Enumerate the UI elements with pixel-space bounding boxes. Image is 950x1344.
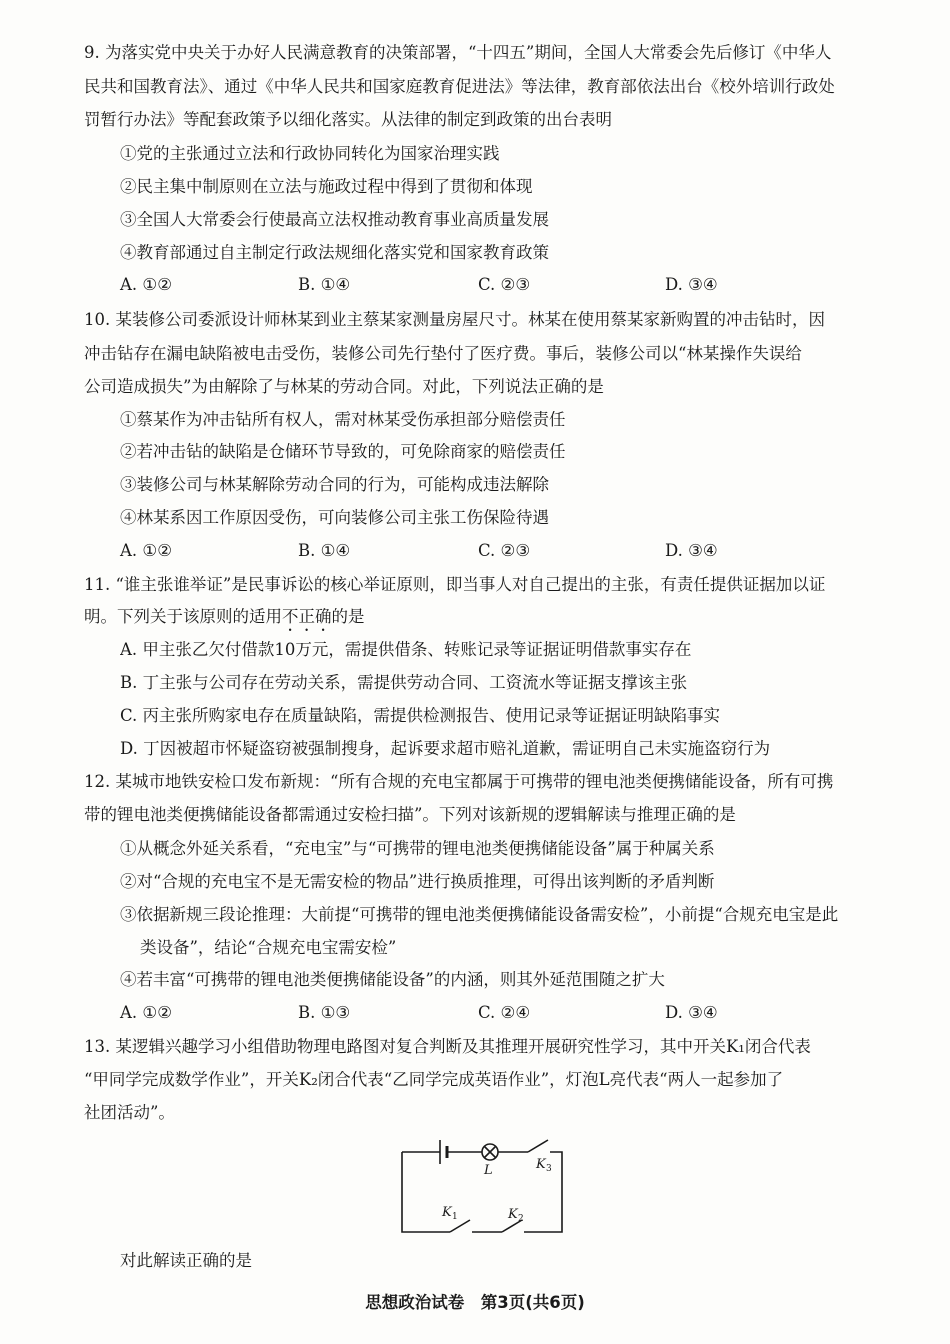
wire-left <box>402 1152 450 1232</box>
q11-stem-text: 明。下列关于该原则的适用 <box>84 607 282 626</box>
q10-statement: ①蔡某作为冲击钻所有权人，需对林某受伤承担部分赔偿责任 <box>120 410 566 429</box>
q9-statement: ①党的主张通过立法和行政协同转化为国家治理实践 <box>120 144 500 163</box>
q10-stem-line: 冲击钻存在漏电缺陷被电击受伤，装修公司先行垫付了医疗费。事后，装修公司以“林某操作失误给 <box>84 344 802 363</box>
q10-statement: ②若冲击钻的缺陷是仓储环节导致的，可免除商家的赔偿责任 <box>120 442 566 461</box>
q10-options <box>120 540 860 562</box>
q9-statement: ④教育部通过自主制定行政法规细化落实党和国家教育政策 <box>120 243 549 262</box>
q9-option-a: A. ①② <box>120 275 172 294</box>
q9-option-d: D. ③④ <box>665 275 718 294</box>
q10-option-d: D. ③④ <box>665 541 718 560</box>
q12-statement: ①从概念外延关系看，“充电宝”与“可携带的锂电池类便携储能设备”属于种属关系 <box>120 839 715 858</box>
q9-option-c: C. ②③ <box>478 275 531 294</box>
q9-stem-line: 9. 为落实党中央关于办好人民满意教育的决策部署，“十四五”期间，全国人大常委会先后修订《中华人 <box>84 43 832 62</box>
q9-statement: ②民主集中制原则在立法与施政过程中得到了贯彻和体现 <box>120 177 533 196</box>
switch-k3-label: K <box>536 1157 546 1172</box>
q12-statement: ④若丰富“可携带的锂电池类便携储能设备”的内涵，则其外延范围随之扩大 <box>120 970 665 989</box>
switch-k3-blade <box>528 1140 548 1152</box>
q11-emphasis-not-correct: 不正确 <box>282 607 332 626</box>
q12-stem-line: 12. 某城市地铁安检口发布新规：“所有合规的充电宝都属于可携带的锂电池类便携储能设备，所有可携 <box>84 772 834 791</box>
q12-options <box>120 1002 860 1024</box>
q12-option-a: A. ①② <box>120 1003 172 1022</box>
q10-option-b: B. ①④ <box>298 541 351 560</box>
q10-statement: ③装修公司与林某解除劳动合同的行为，可能构成违法解除 <box>120 475 549 494</box>
q13-stem-line: 13. 某逻辑兴趣学习小组借助物理电路图对复合判断及其推理开展研究性学习，其中开关K₁闭合代表 <box>84 1037 811 1056</box>
q11-stem-text: 的是 <box>331 607 365 626</box>
q12-statement: ②对“合规的充电宝不是无需安检的物品”进行换质推理，可得出该判断的矛盾判断 <box>120 872 715 891</box>
q9-statement: ③全国人大常委会行使最高立法权推动教育事业高质量发展 <box>120 210 549 229</box>
q13-stem-line: 社团活动”。 <box>84 1103 175 1122</box>
lamp-label: L <box>484 1163 493 1178</box>
q11-stem-line: 11. “谁主张谁举证”是民事诉讼的核心举证原则，即当事人对自己提出的主张，有责任提供证据加以证 <box>84 575 826 594</box>
q10-stem-line: 10. 某装修公司委派设计师林某到业主蔡某家测量房屋尺寸。林某在使用蔡某家新购置的冲击钻时，因 <box>84 310 825 329</box>
q9-stem-line: 民共和国教育法》、通过《中华人民共和国家庭教育促进法》等法律，教育部依法出台《校外培训行政处 <box>84 77 835 96</box>
q9-stem-line: 罚暂行办法》等配套政策予以细化落实。从法律的制定到政策的出台表明 <box>84 110 612 129</box>
switch-k3-subscript: 3 <box>546 1164 552 1174</box>
q10-statement: ④林某系因工作原因受伤，可向装修公司主张工伤保险待遇 <box>120 508 549 527</box>
switch-k1-subscript: 1 <box>452 1212 458 1222</box>
q12-statement-continuation: 类设备”，结论“合规充电宝需安检” <box>140 938 397 957</box>
q12-option-b: B. ①③ <box>298 1003 351 1022</box>
q11-choice: B. 丁主张与公司存在劳动关系，需提供劳动合同、工资流水等证据支撑该主张 <box>120 673 688 692</box>
q11-choice: C. 丙主张所购家电存在质量缺陷，需提供检测报告、使用记录等证据证明缺陷事实 <box>120 706 721 725</box>
page-footer: 思想政治试卷 第3页(共6页) <box>365 1293 585 1312</box>
q12-stem-line: 带的锂电池类便携储能设备都需通过安检扫描”。下列对该新规的逻辑解读与推理正确的是 <box>84 805 736 824</box>
q10-option-c: C. ②③ <box>478 541 531 560</box>
q12-option-c: C. ②④ <box>478 1003 531 1022</box>
q12-option-d: D. ③④ <box>665 1003 718 1022</box>
q12-statement: ③依据新规三段论推理：大前提“可携带的锂电池类便携储能设备需安检”，小前提“合规充电宝是此 <box>120 905 839 924</box>
q10-option-a: A. ①② <box>120 541 172 560</box>
switch-k2-subscript: 2 <box>518 1214 524 1224</box>
q11-choice: D. 丁因被超市怀疑盗窃被强制搜身，起诉要求超市赔礼道歉，需证明自己未实施盗窃行为 <box>120 739 771 758</box>
switch-k2-label: K <box>508 1207 518 1222</box>
circuit-diagram <box>390 1126 570 1244</box>
q10-stem-line: 公司造成损失”为由解除了与林某的劳动合同。对此，下列说法正确的是 <box>84 377 604 396</box>
q9-options <box>120 274 860 296</box>
q11-choice: A. 甲主张乙欠付借款10万元，需提供借条、转账记录等证据证明借款事实存在 <box>120 640 692 659</box>
q11-stem-line <box>84 606 874 635</box>
switch-k1-label: K <box>442 1205 452 1220</box>
q13-prompt: 对此解读正确的是 <box>120 1251 252 1270</box>
q9-option-b: B. ①④ <box>298 275 351 294</box>
q13-stem-line: “甲同学完成数学作业”，开关K₂闭合代表“乙同学完成英语作业”，灯泡L亮代表“两人一起参加了 <box>84 1070 784 1089</box>
